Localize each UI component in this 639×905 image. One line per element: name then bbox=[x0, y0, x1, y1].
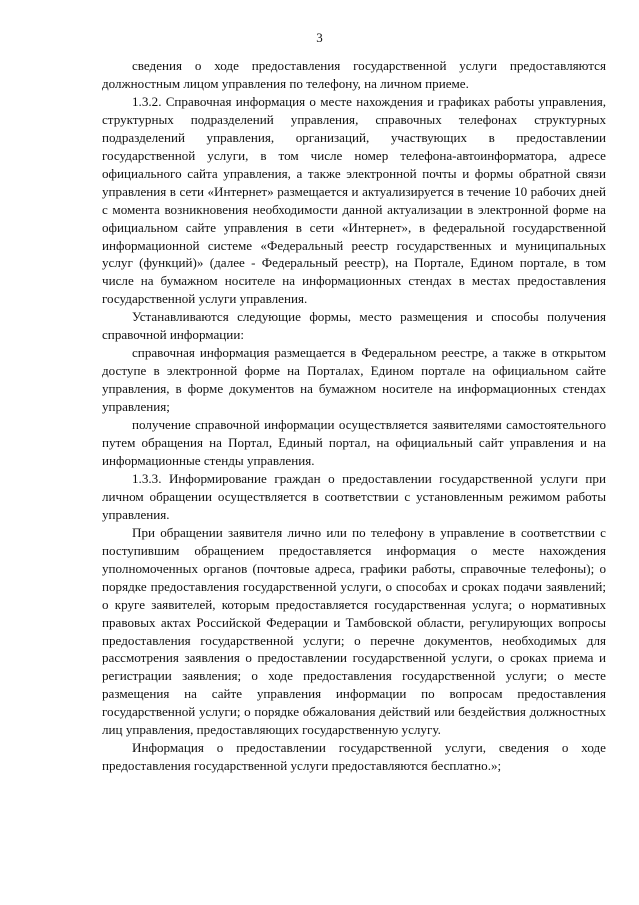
paragraph-reference-obtaining: получение справочной информации осуществляется заявителями самостоятельного путем обращения на Портал, Единый портал, на официальный сайт управления и на информационные стенды управления. bbox=[102, 417, 606, 468]
paragraph-reference-placement: справочная информация размещается в Федеральном реестре, а также в открытом доступе в электронной форме на Порталах, Едином портале на официальном сайте управления, в форме документов на бумажном носителе на информационных стендах управления; bbox=[102, 345, 606, 415]
paragraph-continuation: сведения о ходе предоставления государственной услуги предоставляются должностным лицом управления по телефону, на личном приеме. bbox=[102, 58, 606, 91]
page-number: 3 bbox=[316, 30, 323, 45]
document-body bbox=[102, 57, 606, 775]
paragraph-1-3-3: 1.3.3. Информирование граждан о предоставлении государственной услуги при личном обращении осуществляется в соответствии с установленным режимом работы управления. bbox=[102, 470, 606, 522]
paragraph-1-3-2: 1.3.2. Справочная информация о месте нахождения и графиках работы управления, структурных подразделений управления, справочных телефонах структурных подразделений управления, организаций, участвующих в предоставлении государственной услуги, в том числе номер телефона-автоинформатора, адресе официального сайта управления, а также электронной почты и формы обратной связи управления в сети «Интернет» размещается и актуализируется в течение 10 рабочих дней с момента возникновения необходимости данной актуализации в электронной форме на официальном сайте управления в сети «Интернет», в федеральной государственной информационной системе «Федеральный реестр государственных и муниципальных услуг (функций)» (далее - Федеральный реестр), на Портале, Едином портале, в том числе на бумажном носителе на информационных стендах в местах предоставления государственной услуги управления. bbox=[102, 93, 606, 307]
paragraph-forms-of-information: Устанавливаются следующие формы, место размещения и способы получения справочной информации: bbox=[102, 309, 606, 343]
paragraph-free-of-charge: Информация о предоставлении государственной услуги, сведения о ходе предоставления государственной услуги предоставляются бесплатно.»; bbox=[102, 740, 606, 774]
paragraph-personal-request: При обращении заявителя лично или по телефону в управление в соответствии с поступившим обращением предоставляется информация о месте нахождения уполномоченных органов (почтовые адреса, графики работы, справочные телефоны); о порядке предоставления государственной услуги, о способах и сроках подачи заявлений; о круге заявителей, которым предоставляется государственная услуга; о нормативных правовых актах Российской Федерации и Тамбовской области, регулирующих вопросы предоставления государственной услуги; о перечне документов, необходимых для рассмотрения заявления о предоставлении государственной услуги, о сроках приема и регистрации заявления; о ходе предоставления государственной услуги; о месте размещения на сайте управления информации по вопросам предоставления государственной услуги; о порядке обжалования действий или бездействия должностных лиц управления, предоставляющих государственную услугу. bbox=[102, 524, 606, 738]
